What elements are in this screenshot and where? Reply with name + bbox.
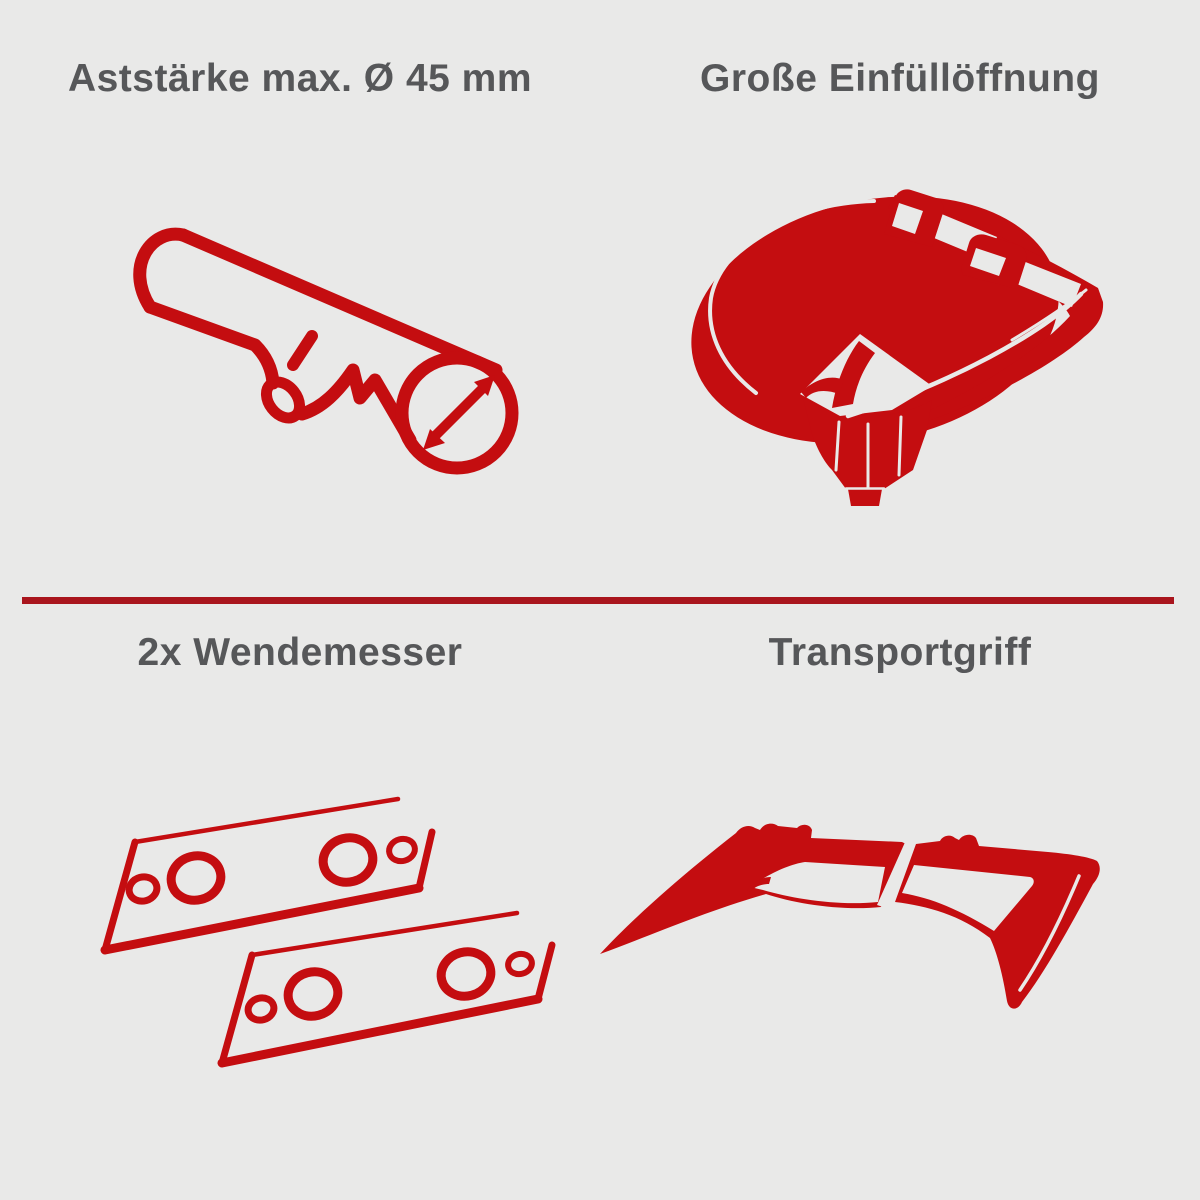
feed-hopper-icon (660, 170, 1140, 520)
blade-1 (105, 799, 432, 950)
feature-title-reversible-blades: 2x Wendemesser (137, 631, 463, 674)
feature-title-branch-diameter: Aststärke max. Ø 45 mm (67, 57, 533, 100)
reversible-blades-icon (80, 790, 580, 1120)
branch-diameter-icon (112, 222, 552, 482)
section-divider (22, 597, 1174, 604)
feature-title-transport-handle: Transportgriff (768, 631, 1032, 674)
transport-handle-icon (590, 790, 1120, 1120)
feature-title-feed-opening: Große Einfüllöffnung (700, 57, 1100, 100)
blade-2 (222, 913, 552, 1063)
